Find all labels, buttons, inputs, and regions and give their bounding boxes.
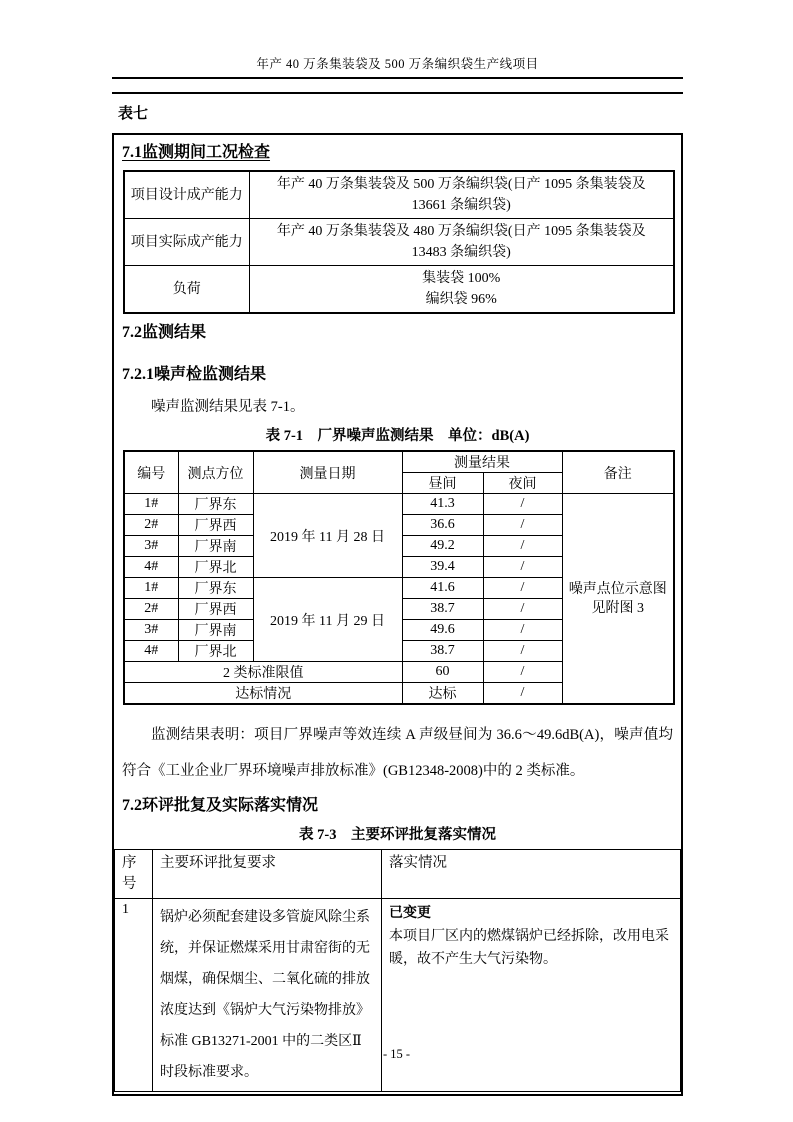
implementation-status: 已变更 [389,906,431,921]
cell-id: 1# [124,578,178,599]
remark-line1: 噪声点位示意图 [568,581,667,597]
limit-night: / [483,662,562,683]
cell-night: / [483,536,562,557]
cell-id: 1# [124,494,178,515]
table-header-row [124,451,674,473]
col-header-requirement: 主要环评批复要求 [153,850,382,899]
cell-day: 49.6 [402,620,483,641]
compliance-day: 达标 [402,683,483,705]
page-header-title: 年产 40 万条集装袋及 500 万条编织袋生产线项目 [256,57,539,71]
capacity-design-line1: 年产 40 万条集装袋及 500 万条编织袋(日产 1095 条集装袋及 [276,177,646,192]
cell-position: 厂界北 [178,641,253,662]
table-row [124,219,674,266]
limit-label: 2 类标准限值 [124,662,402,683]
capacity-actual-line2: 13483 条编织袋) [411,245,511,260]
col-header-position: 测点方位 [178,451,253,494]
capacity-design-value [249,171,674,219]
cell-day: 39.4 [402,557,483,578]
noise-intro-text: 噪声监测结果见表 7-1。 [151,399,305,415]
approval-table-caption: 表 7-3 主要环评批复落实情况 [299,827,496,843]
cell-id: 4# [124,641,178,662]
col-header-no: 序号 [115,850,153,899]
remark-line2: 见附图 3 [591,600,644,616]
cell-day: 38.7 [402,599,483,620]
section-7-2-env-heading: 7.2环评批复及实际落实情况 [122,797,319,814]
header-rule-bottom [112,92,683,94]
col-header-result: 测量结果 [402,451,562,473]
table-row [124,494,674,515]
cell-date-2: 2019 年 11 月 29 日 [253,578,402,662]
cell-day: 41.6 [402,578,483,599]
conclusion-paragraph: 监测结果表明：项目厂界噪声等效连续 A 声级昼间为 36.6～49.6dB(A)，噪声值均符合《工业企业厂界环境噪声排放标准》(GB12348-2008)中的 2 类标准。 [122,727,673,779]
table-row [124,171,674,219]
col-header-id: 编号 [124,451,178,494]
load-value [249,266,674,314]
header-rule-top [112,77,683,79]
approval-row-no: 1 [115,899,153,1092]
cell-night: / [483,599,562,620]
cell-id: 3# [124,536,178,557]
implementation-detail: 本项目厂区内的燃煤锅炉已经拆除，改用电采暖，故不产生大气污染物。 [389,929,669,967]
cell-night: / [483,620,562,641]
load-line1: 集装袋 100% [422,271,501,286]
col-header-implementation: 落实情况 [382,850,681,899]
cell-position: 厂界东 [178,494,253,515]
load-line2: 编织袋 96% [425,292,497,307]
col-header-night: 夜间 [483,473,562,494]
col-header-remark: 备注 [562,451,674,494]
col-header-date: 测量日期 [253,451,402,494]
cell-date-1: 2019 年 11 月 28 日 [253,494,402,578]
cell-position: 厂界西 [178,515,253,536]
noise-table-caption: 表 7-1 厂界噪声监测结果 单位：dB(A) [265,428,530,444]
load-label: 负荷 [124,266,249,314]
capacity-table [123,170,675,314]
cell-position: 厂界东 [178,578,253,599]
table-header-row [115,850,681,899]
cell-night: / [483,557,562,578]
cell-id: 3# [124,620,178,641]
capacity-design-label: 项目设计成产能力 [124,171,249,219]
cell-id: 2# [124,515,178,536]
section-7-2-heading: 7.2监测结果 [122,324,207,341]
table-row [124,266,674,314]
cell-night: / [483,578,562,599]
section-7-2-1-heading: 7.2.1噪声检监测结果 [122,366,267,383]
cell-night: / [483,641,562,662]
cell-position: 厂界北 [178,557,253,578]
table-seven-label: 表七 [118,106,149,122]
capacity-actual-label: 项目实际成产能力 [124,219,249,266]
cell-day: 38.7 [402,641,483,662]
cell-night: / [483,515,562,536]
cell-night: / [483,494,562,515]
compliance-night: / [483,683,562,705]
cell-day: 36.6 [402,515,483,536]
approval-implementation [382,899,681,1092]
col-header-day: 昼间 [402,473,483,494]
cell-position: 厂界南 [178,620,253,641]
limit-day: 60 [402,662,483,683]
cell-id: 4# [124,557,178,578]
content-frame [112,133,683,1096]
cell-position: 厂界南 [178,536,253,557]
noise-table [123,450,675,705]
capacity-actual-line1: 年产 40 万条集装袋及 480 万条编织袋(日产 1095 条集装袋及 [276,224,646,239]
section-7-1-heading: 7.1监测期间工况检查 [122,144,271,161]
page-number: - 15 - [382,1047,411,1061]
capacity-actual-value [249,219,674,266]
cell-day: 49.2 [402,536,483,557]
table-row [115,899,681,1092]
capacity-design-line2: 13661 条编织袋) [411,198,511,213]
cell-day: 41.3 [402,494,483,515]
cell-position: 厂界西 [178,599,253,620]
approval-requirement: 锅炉必须配套建设多管旋风除尘系统，并保证燃煤采用甘肃窑街的无烟煤，确保烟尘、二氧化硫的排放浓度达到《锅炉大气污染物排放》标准 GB13271-2001 中的二类区Ⅱ时段标准要求。 [153,899,382,1092]
compliance-label: 达标情况 [124,683,402,705]
cell-id: 2# [124,599,178,620]
cell-remark [562,494,674,705]
